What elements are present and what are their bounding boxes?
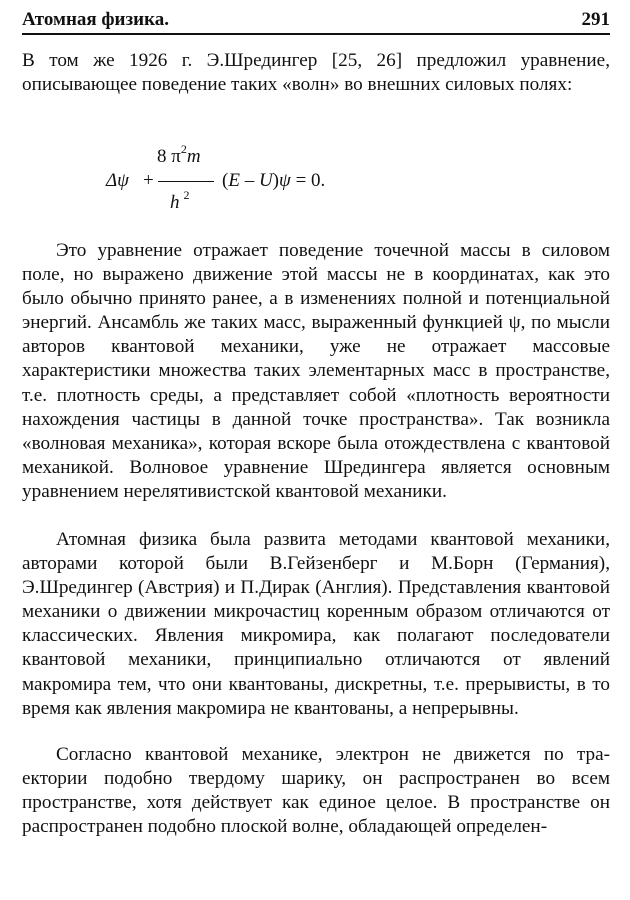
rhs-minus: – — [239, 170, 259, 191]
rhs-energy-potential: U — [258, 170, 273, 191]
formula-denominator — [170, 188, 190, 214]
fraction-bar — [158, 181, 214, 182]
rhs-psi: ψ — [279, 170, 291, 191]
numerator-coefficient: 8 π — [157, 146, 181, 167]
running-title: Атомная физика. — [22, 9, 169, 30]
paragraph-2: Это уравнение отражает поведение точечной массы в силовом поле, но выражено движение этой массы не в координатах, как это было обычно принято ранее, а в изменениях полной и потенциальной энергий. Ансамбль же таких масс, выраженный функцией ψ, по мысли авторов квантовой механики, уже не отражает массовые характеристики множества таких элементарных масс в пространстве, т.е. плотность среды, а представляет собой «плотность вероятности нахождения частицы в данной точке пространства». Так возникла «волновая механика», которая вскоре была отождествлена с квантовой механикой. Волновое уравнение Шредингера является основным уравнением нерелятивистской квантовой механики. — [22, 240, 610, 502]
formula-numerator — [157, 142, 201, 168]
numerator-exponent: 2 — [180, 142, 187, 156]
paragraph-4: Согласно квантовой механике, электрон не движется по траектории подобно твердому шарику, он распространен во всем пространстве, хотя действует как единое целое. В пространстве он распространен подобно плоской волне, обладающей определен- — [22, 744, 610, 838]
formula-lhs: Δψ — [106, 170, 129, 191]
rhs-equals-zero: = 0. — [290, 170, 326, 191]
numerator-mass: m — [186, 146, 201, 167]
denominator-planck: h — [170, 192, 180, 213]
formula-plus: + — [143, 170, 154, 191]
rhs-close-paren: ) — [272, 170, 279, 191]
running-header — [22, 9, 610, 35]
denominator-exponent: 2 — [183, 188, 190, 202]
formula-rhs — [222, 170, 325, 192]
rhs-open-paren: ( — [222, 170, 229, 191]
paragraph-3: Атомная физика была развита методами квантовой механики, авторами которой были В.Гейзенберг и М.Борн (Германия), Э.Шредингер (Австрия) и П.Дирак (Англия). Представления квантовой механики о движении микрочастиц коренным образом отличаются от классических. Явления микромира, как полагают последователи квантовой механики, принципиально отличаются от явлений макромира тем, что они квантованы, дискретны, т.е. прерывисты, в то время как явления макромира не квантованы, а непрерывны. — [22, 529, 610, 719]
paragraph-1: В том же 1926 г. Э.Шредингер [25, 26] предложил уравнение, описывающее поведение таких «волн» во внешних силовых полях: — [22, 50, 610, 96]
schrodinger-equation — [0, 140, 630, 220]
rhs-energy-total: E — [228, 170, 240, 191]
page-number: 291 — [581, 9, 610, 30]
